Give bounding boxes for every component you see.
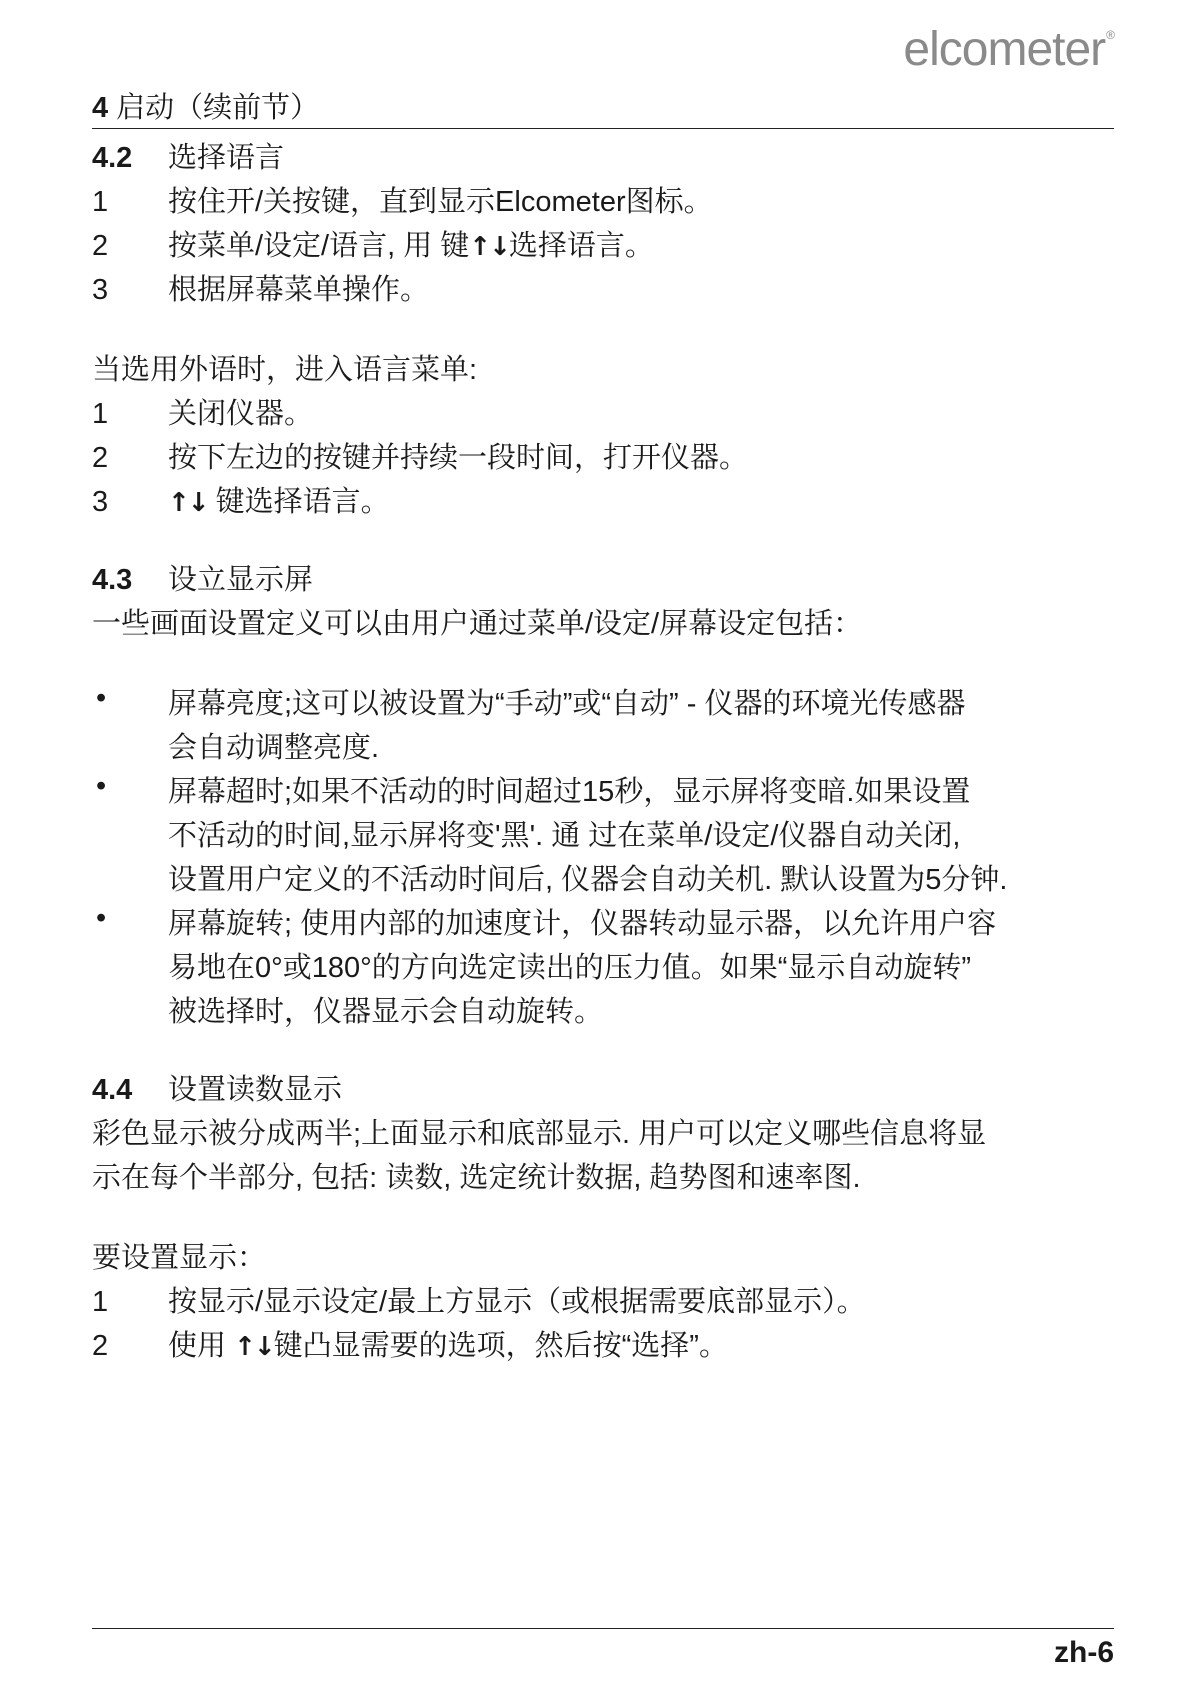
bullet-icon: • bbox=[96, 770, 107, 802]
up-down-arrow-icon: ↑↓ bbox=[469, 232, 509, 262]
bullet-icon: • bbox=[96, 682, 107, 714]
foreign-language-intro: 当选用外语时，进入语言菜单: bbox=[92, 354, 478, 386]
paragraph-line: 示在每个半部分, 包括: 读数, 选定统计数据, 趋势图和速率图. bbox=[92, 1162, 861, 1194]
section-4-2-heading bbox=[92, 136, 1122, 180]
list-item: 2 按下左边的按键并持续一段时间，打开仪器。 bbox=[92, 442, 749, 474]
list-item: 1 关闭仪器。 bbox=[92, 398, 314, 430]
list-item: 3 根据屏幕菜单操作。 bbox=[92, 274, 430, 306]
list-item: 2 按菜单/设定/语言, 用 键↑↓选择语言。 bbox=[92, 230, 654, 262]
bullet-item: • 屏幕旋转; 使用内部的加速度计，仪器转动显示器，以允许用户容 易地在0°或180°的方向选定读出的压力值。如果“显示自动旋转” 被选择时，仪器显示会自动旋转。 bbox=[96, 902, 997, 1028]
footer-divider bbox=[92, 1628, 1114, 1629]
chapter-heading bbox=[92, 90, 1114, 129]
setup-intro: 要设置显示： bbox=[92, 1242, 267, 1274]
up-down-arrow-icon: ↑↓ bbox=[168, 488, 208, 518]
page-content bbox=[92, 136, 1122, 1368]
list-item: 1 按显示/显示设定/最上方显示（或根据需要底部显示）。 bbox=[92, 1286, 866, 1318]
paragraph-line: 彩色显示被分成两半;上面显示和底部显示. 用户可以定义哪些信息将显 bbox=[92, 1118, 987, 1150]
up-down-arrow-icon: ↑↓ bbox=[234, 1332, 274, 1362]
section-4-4-heading bbox=[92, 1068, 1122, 1112]
list-item: 2 使用 ↑↓键凸显需要的选项，然后按“选择”。 bbox=[92, 1330, 728, 1362]
bullet-icon: • bbox=[96, 902, 107, 934]
page-number: zh-6 bbox=[1054, 1636, 1114, 1669]
section-title: 设置读数显示 bbox=[168, 1074, 343, 1106]
bullet-item: • 屏幕亮度;这可以被设置为“手动”或“自动” - 仪器的环境光传感器 会自动调整亮度. bbox=[96, 682, 966, 764]
section-4-3-heading bbox=[92, 558, 1122, 602]
list-item: 1 按住开/关按键，直到显示Elcometer图标。 bbox=[92, 186, 713, 218]
chapter-number: 4 bbox=[92, 92, 109, 124]
bullet-item: • 屏幕超时;如果不活动的时间超过15秒，显示屏将变暗.如果设置 不活动的时间,显示屏将变'黑'. 通 过在菜单/设定/仪器自动关闭, 设置用户定义的不活动时间后, 仪器会自动关机. 默认设置为5分钟. bbox=[96, 770, 1008, 896]
section-number: 4.3 bbox=[92, 564, 133, 596]
section-intro: 一些画面设置定义可以由用户通过菜单/设定/屏幕设定包括： bbox=[92, 608, 863, 640]
section-title: 设立显示屏 bbox=[168, 564, 314, 596]
chapter-title: 启动（续前节） bbox=[116, 92, 320, 124]
list-item: 3 ↑↓ 键选择语言。 bbox=[92, 486, 390, 518]
section-number: 4.2 bbox=[92, 142, 133, 174]
section-number: 4.4 bbox=[92, 1074, 133, 1106]
elcometer-logo: elcometer® bbox=[903, 23, 1114, 76]
section-title: 选择语言 bbox=[168, 142, 285, 174]
